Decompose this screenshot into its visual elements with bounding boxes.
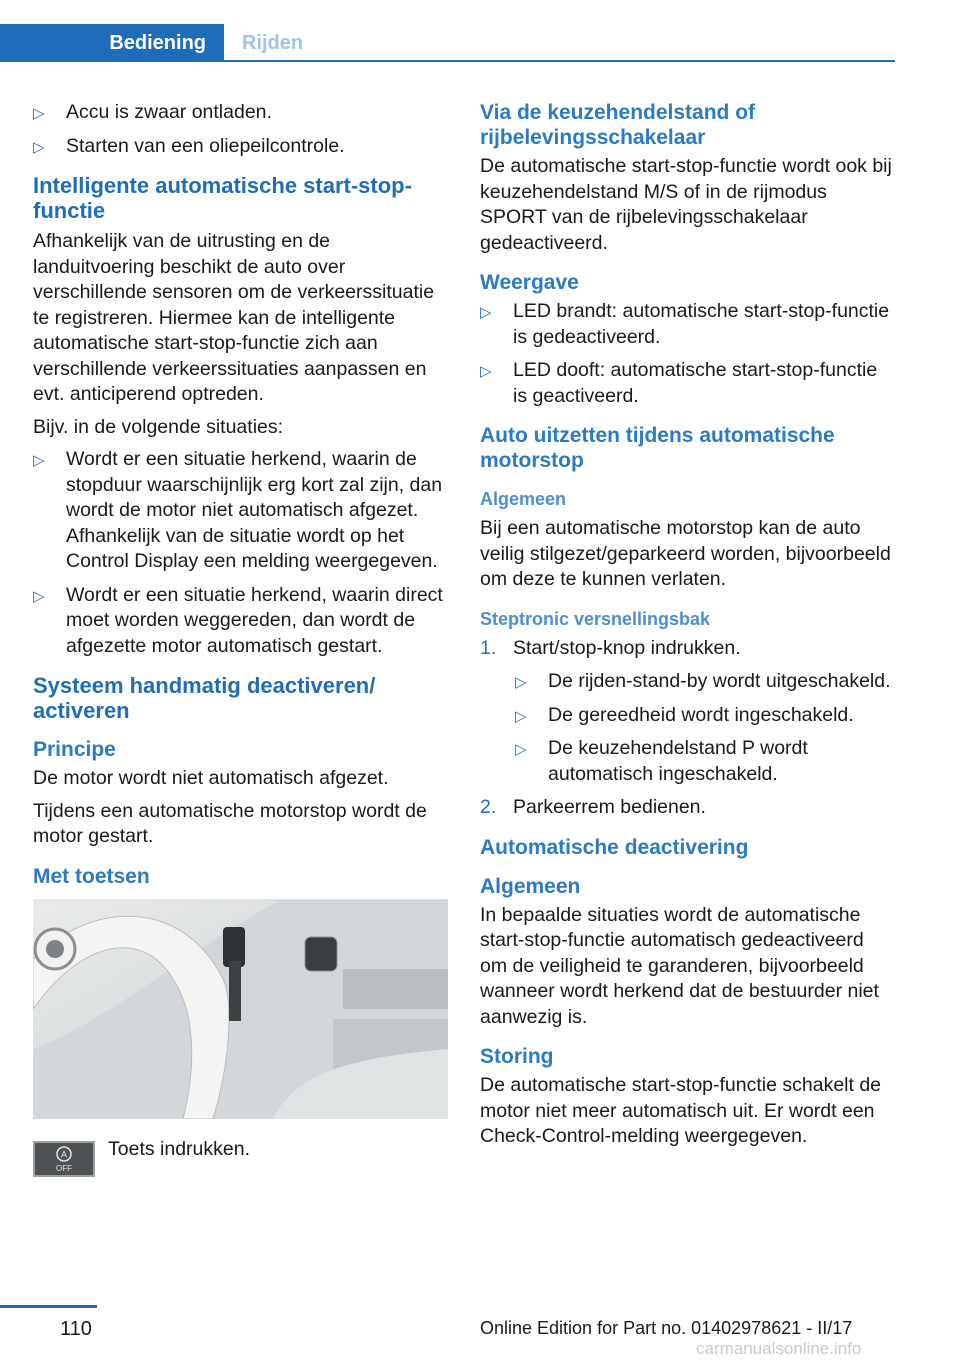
triangle-bullet-icon: ▷ [515,707,527,725]
triangle-bullet-icon: ▷ [515,674,527,691]
heading-weergave: Weergave [480,271,579,294]
svg-text:A: A [60,1149,68,1159]
heading-systeem-handmatig: Systeem handmatig deactiveren/ activeren [33,673,376,723]
paragraph: De automatische start-stop-functie schakelt de motor niet meer automatisch uit. Er wordt een Check-Control-melding weergegeven. [480,1074,882,1147]
paragraph: Tijdens een automatische motorstop wordt de motor gestart. [33,799,427,847]
list-item: ▷ De keuzehendelstand P wordt automatisch ingeschakeld. [515,737,808,785]
numbered-item: 1. Start/stop-knop indrukken. [480,636,896,662]
paragraph: De automatische start-stop-functie wordt ook bij keuzehendelstand M/S of in de rijmodus SPORT van de rijbelevingsschakelaar gedeactiveerd. [480,155,892,254]
heading-automatische-deactivering: Automatische deactivering [480,835,749,859]
dashboard-illustration [33,899,448,1119]
triangle-bullet-icon: ▷ [33,452,45,469]
heading-principe: Principe [33,738,116,761]
right-column [480,100,896,1157]
paragraph: De motor wordt niet automatisch afgezet. [33,767,389,789]
button-legend [33,1137,448,1197]
triangle-bullet-icon: ▷ [480,363,492,380]
header-divider [0,60,895,62]
header-bar [0,0,895,62]
footer-accent-line [0,1305,97,1308]
numbered-item: 2. Parkeerrem bedienen. [480,795,896,821]
heading-met-toetsen: Met toetsen [33,864,150,888]
heading-auto-uitzetten: Auto uitzetten tijdens automatische motorstop [480,424,835,472]
paragraph: Bij een automatische motorstop kan de auto veilig stilgezet/geparkeerd worden, bijvoorbeeld om deze te kunnen verlaten. [480,517,891,590]
paragraph: In bepaalde situaties wordt de automatische start-stop-functie automatisch gedeactiveerd om de veiligheid te garanderen, bijvoorbeeld wanneer wordt herkend dat de bestuurder niet aanwezig is. [480,903,879,1028]
heading-steptronic: Steptronic versnellingsbak [480,608,711,629]
list-item: ▷ Accu is zwaar ontladen. [33,100,448,126]
list-item: ▷ Wordt er een situatie herkend, waarin de stopduur waarschijnlijk erg kort zal zijn, dan wordt de motor niet automatisch afgezet. Afhankelijk van de situatie wordt op het Control Display een melding weergegeven. [33,448,443,572]
list-item: ▷ Starten van een oliepeilcontrole. [33,134,448,160]
page-number: 110 [60,1318,92,1340]
heading-algemeen: Algemeen [480,489,567,509]
list-item: ▷ De rijden-stand-by wordt uitgeschakeld. [515,669,896,695]
triangle-bullet-icon: ▷ [515,741,527,758]
edition-note: Online Edition for Part no. 01402978621 - II/17 [480,1318,853,1338]
button-caption: Toets indrukken. [108,1137,250,1160]
off-label: OFF [56,1163,72,1173]
heading-algemeen: Algemeen [480,874,581,898]
paragraph: Bijv. in de volgende situaties: [33,415,284,438]
paragraph: Afhankelijk van de uitrusting en de landuitvoering beschikt de auto over verschillende sensoren om de verkeerssituatie te registreren. Hiermee kan de intelligente automatische start-stop-functie zich aan verschillende verkeerssituaties aanpassen en evt. anticiperend optreden. [33,230,435,405]
step-number: 2. [480,796,497,818]
triangle-bullet-icon: ▷ [33,138,45,156]
tab-rijden[interactable]: Rijden [242,31,304,54]
triangle-bullet-icon: ▷ [33,105,45,122]
list-item: ▷ LED dooft: automatische start-stop-functie is geactiveerd. [480,359,878,407]
triangle-bullet-icon: ▷ [480,304,492,321]
step-number: 1. [480,636,497,659]
auto-start-stop-off-button-icon [33,1141,95,1177]
heading-storing: Storing [480,1045,554,1068]
list-item: ▷ LED brandt: automatische start-stop-functie is gedeactiveerd. [480,300,890,348]
list-item: ▷ Wordt er een situatie herkend, waarin direct moet worden weggereden, dan wordt de afgezette motor automatisch gestart. [33,583,443,657]
left-column [33,100,448,1197]
triangle-bullet-icon: ▷ [33,587,45,605]
list-item: ▷ De gereedheid wordt ingeschakeld. [515,703,896,729]
heading-intelligente-start-stop: Intelligente automatische start-stop-functie [33,173,412,223]
heading-via-keuzehendelstand: Via de keuzehendelstand of rijbelevingsschakelaar [480,101,756,149]
tab-bediening[interactable]: Bediening [0,24,224,62]
watermark: carmanualsonline.info [696,1339,862,1358]
dashboard-photo [33,899,448,1119]
